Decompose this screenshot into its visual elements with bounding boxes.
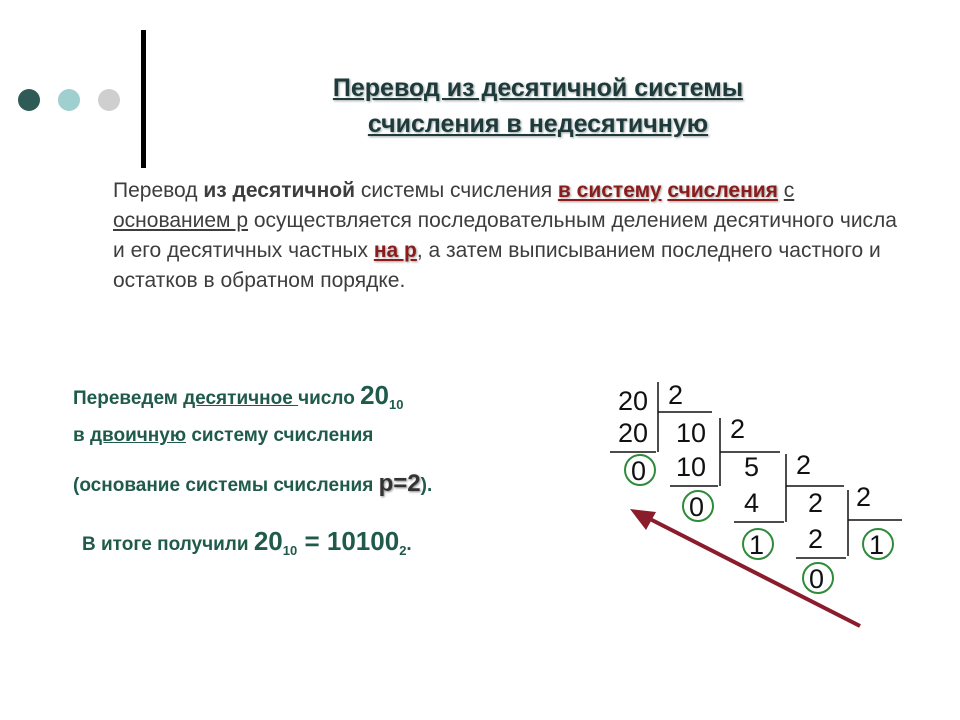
para-emph-by-p: на р (373, 239, 417, 262)
base-p-equals-2: p=2 (378, 470, 421, 497)
para-emph-to-system: в систему (557, 179, 662, 202)
title-line-1: Перевод из десятичной системы (332, 74, 744, 102)
para-text: , а затем выписыванием последнего частного и остатков в обратном порядке. (113, 239, 881, 292)
subtracted-4: 2 (808, 524, 824, 554)
para-text: осуществляется последовательным делением десятичного числа и его десятичных частных (113, 209, 897, 262)
emph-binary: двоичную (89, 425, 187, 446)
divisor-4: 2 (856, 482, 872, 512)
remainder-2: 0 (689, 492, 705, 522)
example-line-2: в двоичную систему счисления (73, 425, 374, 446)
divisor-3: 2 (796, 450, 812, 480)
divisor-2: 2 (730, 414, 746, 444)
dividend-1: 20 (618, 386, 649, 416)
example-line-3: (основание системы счисления p=2). (73, 470, 433, 497)
result-line: В итоге получили $20_{10} = 10100_2$. (82, 526, 412, 558)
para-emph-base-p: с основанием р (113, 179, 795, 232)
para-text: системы счисления (355, 179, 558, 202)
para-text: Перевод (113, 179, 204, 202)
result-binary: 10100 (326, 526, 400, 556)
example-line-1: Переведем десятичное число $20_{10}$ (73, 380, 404, 412)
subtracted-1: 20 (618, 418, 649, 448)
remainder-4: 0 (809, 564, 825, 594)
number-20: 20 (360, 380, 389, 410)
quotient-3: 2 (808, 488, 824, 518)
emph-decimal: десятичное (183, 388, 299, 409)
title-line-2: счисления в недесятичную (367, 110, 709, 138)
subtracted-3: 4 (744, 488, 760, 518)
divisor-1: 2 (668, 380, 684, 410)
remainder-3: 1 (749, 530, 765, 560)
para-emph-numeration: счисления (667, 179, 778, 202)
quotient-2: 5 (744, 452, 760, 482)
remainder-1: 0 (631, 456, 647, 486)
quotient-1: 10 (676, 418, 707, 448)
subtracted-2: 10 (676, 452, 707, 482)
para-emph-from-decimal: из десятичной (203, 179, 356, 202)
last-quotient: 1 (869, 530, 885, 560)
